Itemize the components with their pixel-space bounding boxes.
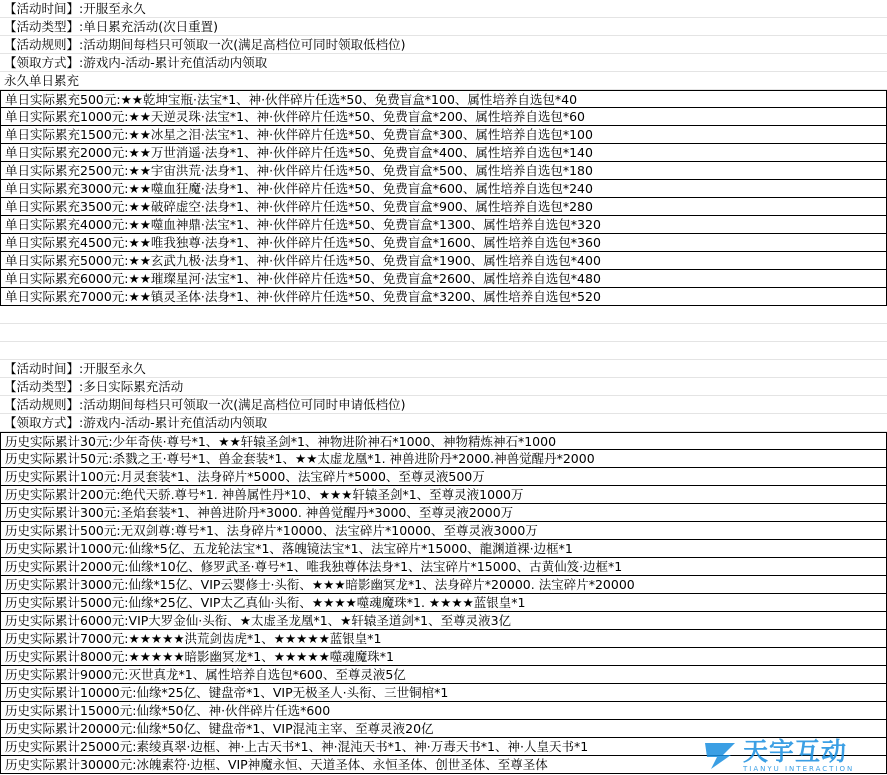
section2-info-time: 【活动时间】:开服至永久 <box>4 361 146 376</box>
section2-tier-row: 历史实际累计30元:少年奇侠·尊号*1、★★轩辕圣剑*1、神物进阶神石*1000、神物精炼神石*1000 <box>0 432 887 450</box>
section2-tier-row: 历史实际累计200元:绝代天骄.尊号*1. 神兽属性丹*10、★★★轩辕圣剑*1、至尊灵液1000万 <box>0 486 887 504</box>
section1-tier-row: 单日实际累充1500元:★★冰星之泪·法宝*1、神·伙伴碎片任选*50、免费盲盒*300、属性培养自选包*100 <box>0 126 887 144</box>
section1-tier-row: 单日实际累充3000元:★★噬血狂魔·法身*1、神·伙伴碎片任选*50、免费盲盒*600、属性培养自选包*240 <box>0 180 887 198</box>
section2-tier-row: 历史实际累计30000元:冰魄素符·边框、VIP神魔永恒、天道圣体、永恒圣体、创世圣体、至尊圣体 <box>0 756 887 774</box>
section2-tier-row: 历史实际累计25000元:素绫真翠·边框、神·上古天书*1、神·混沌天书*1、神·万毒天书*1、神·人皇天书*1 <box>0 738 887 756</box>
section1-tier-row: 单日实际累充6000元:★★璀璨星河·法宝*1、神·伙伴碎片任选*50、免费盲盒*2600、属性培养自选包*480 <box>0 270 887 288</box>
section1-tier-row: 单日实际累充500元:★★乾坤宝瓶·法宝*1、神·伙伴碎片任选*50、免费盲盒*100、属性培养自选包*40 <box>0 90 887 108</box>
section2-tier-row: 历史实际累计15000元:仙缘*50亿、神·伙伴碎片任选*600 <box>0 702 887 720</box>
section2-tier-row: 历史实际累计3000元:仙缘*15亿、VIP云婴修士·头衔、★★★暗影幽冥龙*1、法身碎片*20000. 法宝碎片*20000 <box>0 576 887 594</box>
section1-tier-row: 单日实际累充1000元:★★天逆灵珠·法宝*1、神·伙伴碎片任选*50、免费盲盒*200、属性培养自选包*60 <box>0 108 887 126</box>
brand-name-cn: 天宇互动 <box>743 737 848 766</box>
section1-tier-row: 单日实际累充4500元:★★唯我独尊·法身*1、神·伙伴碎片任选*50、免费盲盒*1600、属性培养自选包*360 <box>0 234 887 252</box>
section2-tier-row: 历史实际累计1000元:仙缘*5亿、五龙轮法宝*1、落魄镜法宝*1、法宝碎片*15000、龍渊道裸·边框*1 <box>0 540 887 558</box>
section1-tier-row: 单日实际累充2500元:★★宇宙洪荒·法身*1、神·伙伴碎片任选*50、免费盲盒*500、属性培养自选包*180 <box>0 162 887 180</box>
section1-tier-row: 单日实际累充7000元:★★镇灵圣体·法身*1、神·伙伴碎片任选*50、免费盲盒*3200、属性培养自选包*520 <box>0 288 887 306</box>
section2-tier-row: 历史实际累计10000元:仙缘*25亿、键盘帝*1、VIP无极圣人·头衔、三世铜棺*1 <box>0 684 887 702</box>
section2-tier-row: 历史实际累计5000元:仙缘*25亿、VIP太乙真仙·头衔、★★★★噬魂魔珠*1. ★★★★蓝银皇*1 <box>0 594 887 612</box>
section2-tier-row: 历史实际累计8000元:★★★★★暗影幽冥龙*1、★★★★★噬魂魔珠*1 <box>0 648 887 666</box>
section2-tier-row: 历史实际累计50元:杀戮之王·尊号*1、兽金套装*1、★★太虚龙凰*1. 神兽进阶丹*2000.神兽觉醒丹*2000 <box>0 450 887 468</box>
section1-tier-row: 单日实际累充5000元:★★玄武九极·法身*1、神·伙伴碎片任选*50、免费盲盒*1900、属性培养自选包*400 <box>0 252 887 270</box>
brand-name-en: TIANYU INTERACTION <box>743 765 855 773</box>
section1-tier-row: 单日实际累充4000元:★★噬血神鼎·法宝*1、神·伙伴碎片任选*50、免费盲盒*1300、属性培养自选包*320 <box>0 216 887 234</box>
gridline <box>0 306 887 324</box>
section1-subtitle: 永久单日累充 <box>4 73 80 88</box>
gridline <box>0 342 887 360</box>
section1-info-claim: 【领取方式】:游戏内-活动-累计充值活动内领取 <box>4 55 268 70</box>
section2-tier-row: 历史实际累计9000元:灭世真龙*1、属性培养自选包*600、至尊灵液5亿 <box>0 666 887 684</box>
section2-tier-row: 历史实际累计100元:月灵套装*1、法身碎片*5000、法宝碎片*5000、至尊灵液500万 <box>0 468 887 486</box>
section2-info-claim: 【领取方式】:游戏内-活动-累计充值活动内领取 <box>4 415 268 430</box>
section1-tier-row: 单日实际累充3500元:★★破碎虚空·法身*1、神·伙伴碎片任选*50、免费盲盒*900、属性培养自选包*280 <box>0 198 887 216</box>
gridline <box>0 324 887 342</box>
section2-tier-row: 历史实际累计7000元:★★★★★洪荒剑齿虎*1、★★★★★蓝银皇*1 <box>0 630 887 648</box>
section1-tier-row: 单日实际累充2000元:★★万世消遥·法身*1、神·伙伴碎片任选*50、免费盲盒*400、属性培养自选包*140 <box>0 144 887 162</box>
section1-info-time: 【活动时间】:开服至永久 <box>4 1 146 16</box>
section2-tier-row: 历史实际累计500元:无双剑尊:尊号*1、法身碎片*10000、法宝碎片*10000、至尊灵液3000万 <box>0 522 887 540</box>
section2-tier-row: 历史实际累计2000元:仙缘*10亿、修罗武圣·尊号*1、唯我独尊体法身*1、法宝碎片*15000、古黄仙笈·边框*1 <box>0 558 887 576</box>
section2-tier-row: 历史实际累计300元:圣焰套装*1、神兽进阶丹*3000. 神兽觉醒丹*3000、至尊灵液2000万 <box>0 504 887 522</box>
section2-tier-row: 历史实际累计6000元:VIP大罗金仙·头衔、★太虚圣龙凰*1、★轩辕圣道剑*1、至尊灵液3亿 <box>0 612 887 630</box>
section2-info-type: 【活动类型】:多日实际累充活动 <box>4 379 184 394</box>
section1-info-rules: 【活动规则】:活动期间每档只可领取一次(满足高档位可同时领取低档位) <box>4 37 406 52</box>
section2-tier-row: 历史实际累计20000元:仙缘*50亿、键盘帝*1、VIP混沌主宰、至尊灵液20亿 <box>0 720 887 738</box>
section1-info-type: 【活动类型】:单日累充活动(次日重置) <box>4 19 218 34</box>
section2-info-rules: 【活动规则】:活动期间每档只可领取一次(满足高档位可同时申请低档位) <box>4 397 406 412</box>
